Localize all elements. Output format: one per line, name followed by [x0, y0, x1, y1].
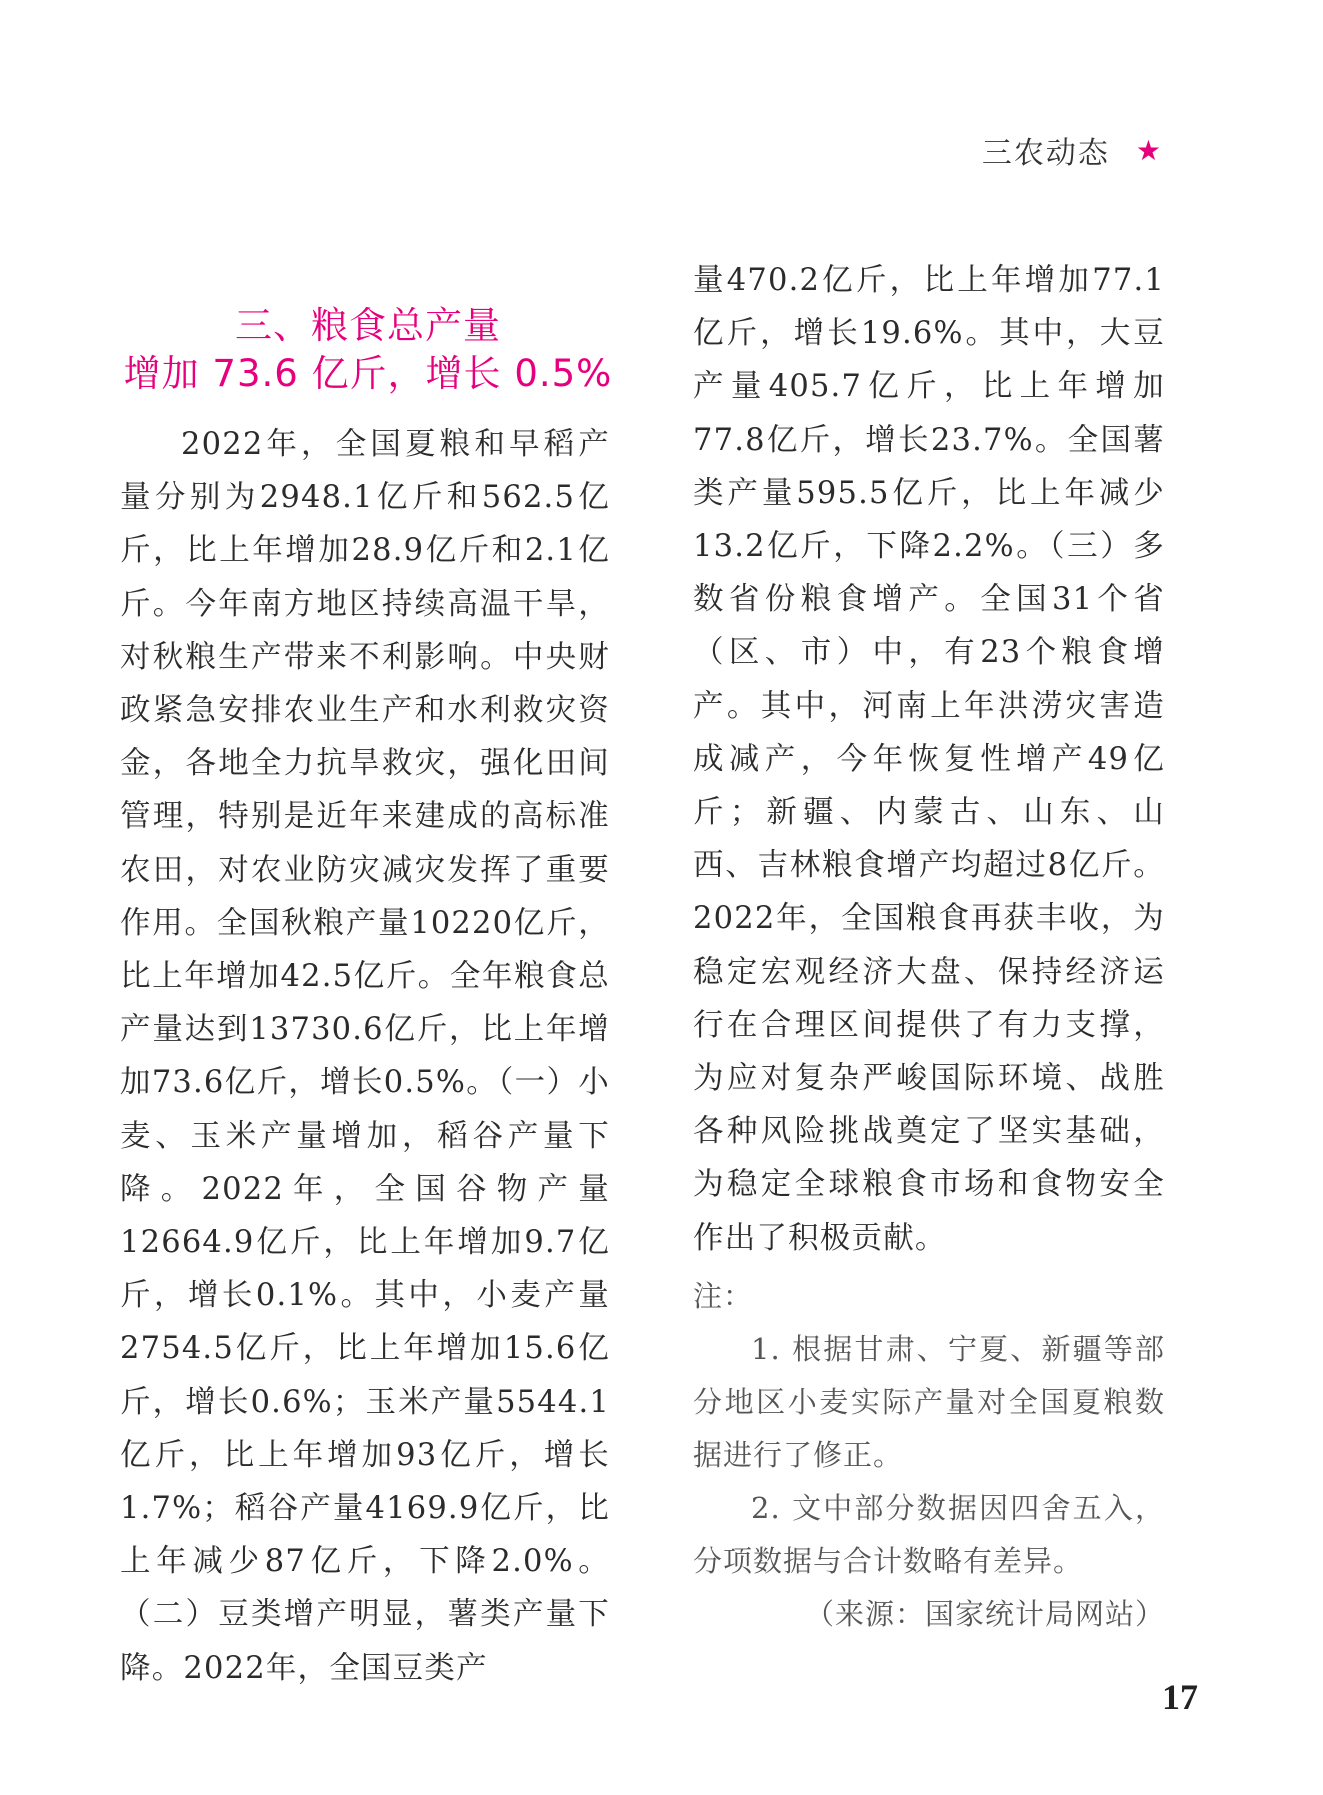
- notes-section: [693, 1270, 1165, 1641]
- star-icon: ★: [1135, 133, 1163, 167]
- running-header: [982, 128, 1163, 172]
- notes-label: 注：: [693, 1279, 754, 1313]
- article-title: [112, 302, 624, 398]
- section-label: 三农动态: [981, 136, 1110, 171]
- article-title-line-2: 增加 73.6 亿斤，增长 0.5%: [123, 352, 613, 395]
- article-title-line-1: 三、粮食总产量: [235, 304, 501, 347]
- source-citation: （来源：国家统计局网站）: [804, 1597, 1165, 1631]
- page-number: 17: [1162, 1677, 1198, 1717]
- note-item-2: 2. 文中部分数据因四舍五入，分项数据与合计数略有差异。: [693, 1491, 1165, 1578]
- right-column: [693, 254, 1165, 1265]
- left-column: [120, 418, 610, 1695]
- right-column-text: 量470.2亿斤，比上年增加77.1亿斤，增长19.6%。其中，大豆产量405.7亿斤，比上年增加77.8亿斤，增长23.7%。全国薯类产量595.5亿斤，比上年减少13.2亿斤，下降2.2%。（三）多数省份粮食增产。全国31个省（区、市）中，有23个粮食增产。其中，河南上年洪涝灾害造成减产，今年恢复性增产49亿斤；新疆、内蒙古、山东、山西、吉林粮食增产均超过8亿斤。2022年，全国粮食再获丰收，为稳定宏观经济大盘、保持经济运行在合理区间提供了有力支撑，为应对复杂严峻国际环境、战胜各种风险挑战奠定了坚实基础，为稳定全球粮食市场和食物安全作出了积极贡献。: [693, 263, 1165, 1256]
- note-item-1: 1. 根据甘肃、宁夏、新疆等部分地区小麦实际产量对全国夏粮数据进行了修正。: [693, 1332, 1165, 1472]
- left-column-text: 2022年，全国夏粮和早稻产量分别为2948.1亿斤和562.5亿斤，比上年增加28.9亿斤和2.1亿斤。今年南方地区持续高温干旱，对秋粮生产带来不利影响。中央财政紧急安排农业生产和水利救灾资金，各地全力抗旱救灾，强化田间管理，特别是近年来建成的高标准农田，对农业防灾减灾发挥了重要作用。全国秋粮产量10220亿斤，比上年增加42.5亿斤。全年粮食总产量达到13730.6亿斤，比上年增加73.6亿斤，增长0.5%。（一）小麦、玉米产量增加，稻谷产量下降。2022年，全国谷物产量12664.9亿斤，比上年增加9.7亿斤，增长0.1%。其中，小麦产量2754.5亿斤，比上年增加15.6亿斤，增长0.6%；玉米产量5544.1亿斤，比上年增加93亿斤，增长1.7%；稻谷产量4169.9亿斤，比上年减少87亿斤，下降2.0%。（二）豆类增产明显，薯类产量下降。2022年，全国豆类产: [120, 427, 610, 1686]
